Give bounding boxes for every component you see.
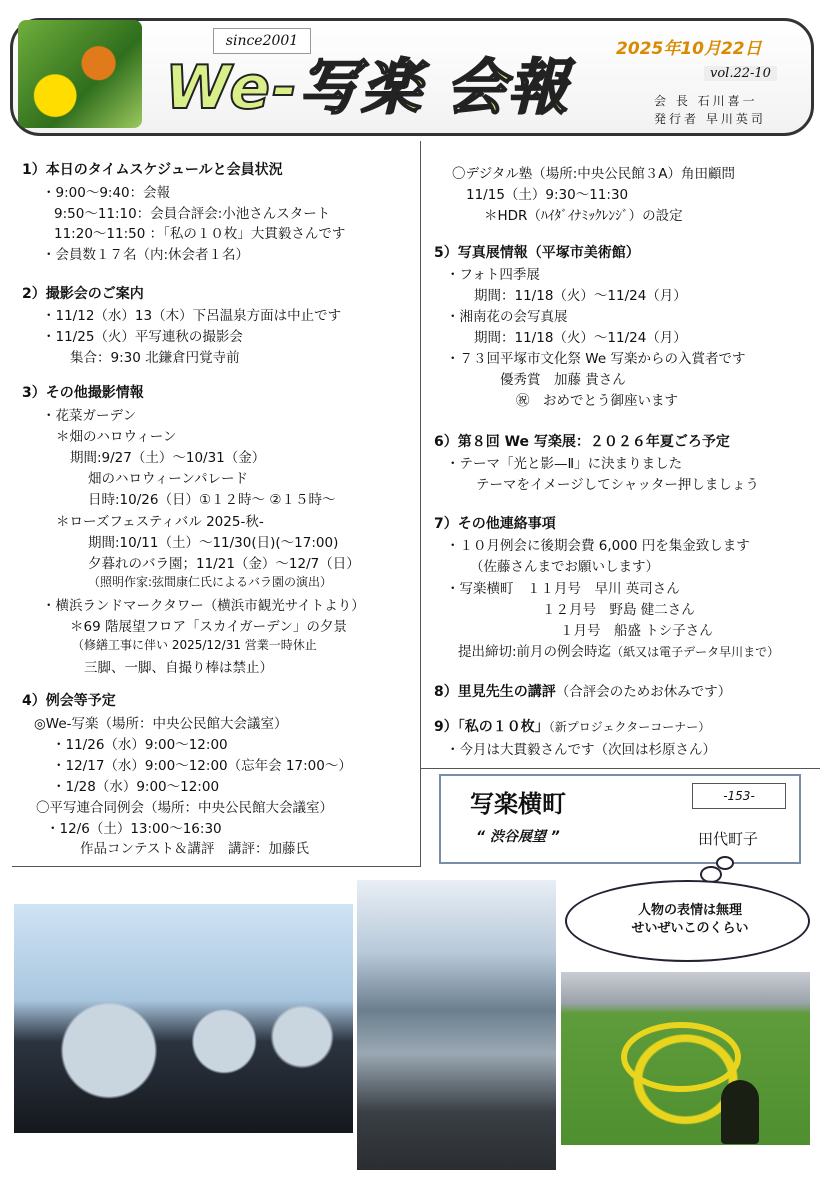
thought-cloud-text xyxy=(590,902,790,938)
heliport-circle xyxy=(621,1022,741,1092)
s4-line: ・12/6（土）13:00〜16:30 xyxy=(46,821,222,837)
s6-line: テーマをイメージしてシャッター押しましょう xyxy=(476,477,759,493)
s4-line: 作品コンテスト＆講評 講評：加藤氏 xyxy=(80,841,309,857)
column-subtitle: “ 渋谷展望 ” xyxy=(476,829,560,845)
s3-line: 期間:10/11（土）〜11/30(日)(〜17:00) xyxy=(88,535,339,551)
deadline-text: 提出締切:前月の例会時迄 xyxy=(458,644,612,660)
column-divider xyxy=(420,141,421,867)
section9-line xyxy=(434,716,710,736)
column-number: -153- xyxy=(692,783,786,809)
s3-line: ・横浜ランドマークタワー（横浜市観光サイトより） xyxy=(42,598,365,614)
since-label: since2001 xyxy=(213,28,311,54)
s7-line: ・１０月例会に後期会費 6,000 円を集金致します xyxy=(446,538,750,554)
section8-heading: 8）里見先生の講評 xyxy=(434,684,556,700)
s7-line: （佐藤さんまでお願いします） xyxy=(470,559,659,575)
heliport-photo xyxy=(561,972,810,1145)
s5-line: ・湘南花の会写真展 xyxy=(446,309,568,325)
section7-heading: 7）その他連絡事項 xyxy=(434,516,556,532)
section8-line xyxy=(434,680,731,701)
s4-line: 〇平写連合同例会（場所：中央公民館大会議室） xyxy=(36,800,333,816)
digital-juku-line: 〇デジタル塾（場所:中央公民館３A）角田顧問 xyxy=(452,166,735,182)
deadline-note: （紙又は電子データ早川まで） xyxy=(611,645,780,659)
s3-line: 日時:10/26（日）①１２時〜 ②１５時〜 xyxy=(88,492,336,508)
s9-line: ・今月は大貫毅さんです（次回は杉原さん） xyxy=(446,742,716,758)
cloud-line: 人物の表情は無理 xyxy=(637,903,742,918)
s7-line: １月号 船盛 トシ子さん xyxy=(560,623,713,639)
s5-line: ・７３回平塚市文化祭 We 写楽からの入賞者です xyxy=(446,351,746,367)
s3-line: ＊畑のハロウィーン xyxy=(56,429,177,445)
s3-line: ＊ローズフェスティバル 2025-秋- xyxy=(56,514,264,530)
butterfly-photo xyxy=(18,20,142,128)
s1-line: ・会員数１７名（内:休会者１名） xyxy=(42,247,250,263)
section9-heading: 9）「私の１０枚」 xyxy=(434,719,549,735)
section2-heading: 2）撮影会のご案内 xyxy=(22,286,144,302)
section9-note: （新プロジェクターコーナー） xyxy=(548,720,711,734)
city-view-photo xyxy=(357,880,556,1170)
volume-label: vol.22-10 xyxy=(704,66,777,81)
s4-line: ◎We-写楽（場所：中央公民館大会議室） xyxy=(34,716,288,732)
left-bottom-divider xyxy=(12,866,420,867)
s3-line: 三脚、一脚、自撮り棒は禁止） xyxy=(84,660,273,676)
s3-line: （修繕工事に伴い 2025/12/31 営業一時休止 xyxy=(72,638,317,652)
s2-line: ・11/12（水）13（木）下呂温泉方面は中止です xyxy=(42,308,342,324)
right-bottom-divider xyxy=(420,768,820,769)
s3-line: （照明作家:弦間康仁氏によるバラ園の演出） xyxy=(88,575,333,589)
s4-line: ・1/28（水）9:00〜12:00 xyxy=(52,779,220,795)
section5-heading: 5）写真展情報（平塚市美術館） xyxy=(434,245,640,261)
section8-note: （合評会のためお休みです） xyxy=(555,684,732,700)
column-author: 田代町子 xyxy=(698,830,759,848)
president-line: 会 長 石川喜一 xyxy=(654,94,758,108)
digital-juku-line: 11/15（土）9:30〜11:30 xyxy=(466,187,629,203)
observation-deck-photo xyxy=(14,904,353,1133)
s1-line: ・9:00〜9:40：会報 xyxy=(42,185,171,201)
s7-line: ・写楽横町 １１月号 早川 英司さん xyxy=(446,581,680,597)
section6-heading: 6）第８回 We 写楽展：２０２６年夏ごろ予定 xyxy=(434,434,730,450)
column-title: 写楽横町 xyxy=(470,790,566,818)
s2-line: ・11/25（火）平写連秋の撮影会 xyxy=(42,329,243,345)
newsletter-title: We-写楽 会報 xyxy=(165,53,570,123)
section3-heading: 3）その他撮影情報 xyxy=(22,385,144,401)
issue-date: 2025年10月22日 xyxy=(616,39,762,59)
s3-line: 夕暮れのバラ園；11/21（金）〜12/7（日） xyxy=(88,556,360,572)
s7-line: １２月号 野島 健二さん xyxy=(542,602,695,618)
s2-line: 集合：9:30 北鎌倉円覚寺前 xyxy=(70,350,240,366)
publisher-line: 発行者 早川英司 xyxy=(654,112,766,126)
s4-line: ・11/26（水）9:00〜12:00 xyxy=(52,737,228,753)
cloud-line: せいぜいこのくらい xyxy=(631,921,749,936)
s5-line: ・フォト四季展 xyxy=(446,267,540,283)
s5-line: 優秀賞 加藤 貴さん xyxy=(500,372,626,388)
s4-line: ・12/17（水）9:00〜12:00（忘年会 17:00〜） xyxy=(52,758,352,774)
shadow-figure xyxy=(721,1080,759,1144)
s5-line: 期間：11/18（火）〜11/24（月） xyxy=(474,330,687,346)
s5-line: 期間：11/18（火）〜11/24（月） xyxy=(474,288,687,304)
s1-line: 11:20〜11:50 ：「私の１０枚」大貫毅さんです xyxy=(54,226,346,242)
s3-line: 期間:9/27（土）〜10/31（金） xyxy=(70,450,266,466)
s1-line: 9:50〜11:10：会員合評会:小池さんスタート xyxy=(54,206,331,222)
s3-line: ・花菜ガーデン xyxy=(42,408,137,424)
section1-heading: 1）本日のタイムスケジュールと会員状況 xyxy=(22,162,283,178)
s5-line: ㊗ おめでとう御座います xyxy=(516,393,678,409)
digital-juku-line: ＊HDR（ﾊｲﾀﾞｲﾅﾐｯｸﾚﾝｼﾞ）の設定 xyxy=(484,208,683,224)
s7-line xyxy=(458,640,779,660)
section4-heading: 4）例会等予定 xyxy=(22,693,116,709)
s3-line: ＊69 階展望フロア「スカイガーデン」の夕景 xyxy=(70,619,347,635)
s3-line: 畑のハロウィーンパレード xyxy=(88,471,248,487)
s6-line: ・テーマ「光と影—Ⅱ」に決まりました xyxy=(446,456,683,472)
